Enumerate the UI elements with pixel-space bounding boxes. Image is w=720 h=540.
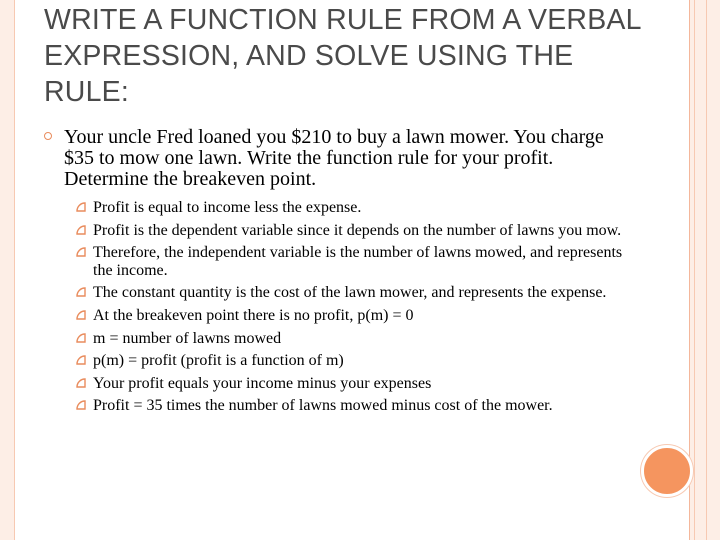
sub-bullet-text: p(m) = profit (profit is a function of m)	[93, 352, 344, 370]
sub-bullet-text: Profit is the dependent variable since it depends on the number of lawns you mow.	[93, 221, 622, 239]
sub-bullet-text: Profit is equal to income less the expense.	[93, 199, 362, 216]
quarter-circle-icon	[76, 225, 88, 235]
sub-bullet-text: Therefore, the independent variable is the number of lawns mowed, and represents the income.	[93, 244, 623, 279]
slide-title: WRITE A FUNCTION RULE FROM A VERBAL EXPRESSION, AND SOLVE USING THE RULE:	[44, 4, 641, 108]
right-strip-line	[706, 0, 707, 540]
sub-bullet-list	[44, 199, 634, 415]
sub-bullet-text: m = number of lawns mowed	[93, 329, 282, 347]
right-strip-line	[694, 0, 695, 540]
sub-bullet-text: Profit = 35 times the number of lawns mowed minus cost of the mower.	[93, 397, 553, 415]
sub-bullet-item	[93, 330, 634, 348]
slide-content	[44, 127, 634, 420]
sub-bullet-item	[93, 375, 634, 393]
quarter-circle-icon	[76, 400, 88, 410]
sub-bullet-item	[93, 352, 634, 370]
quarter-circle-icon	[76, 202, 88, 212]
sub-bullet-item	[93, 397, 634, 415]
sub-bullet-text: Your profit equals your income minus your expenses	[93, 374, 432, 392]
sub-bullet-item	[93, 307, 634, 325]
left-decorative-strip	[0, 0, 14, 540]
sub-bullet-text: The constant quantity is the cost of the lawn mower, and represents the expense.	[93, 284, 607, 302]
sub-bullet-item	[93, 222, 634, 240]
main-bullet-item	[44, 127, 634, 190]
sub-bullet-item	[93, 199, 634, 217]
left-strip-border	[14, 0, 15, 540]
quarter-circle-icon	[76, 378, 88, 388]
quarter-circle-icon	[76, 333, 88, 343]
hollow-circle-icon	[44, 132, 52, 140]
decorative-circle-icon	[641, 445, 693, 497]
main-bullet-text: Your uncle Fred loaned you $210 to buy a lawn mower. You charge $35 to mow one lawn. Write the function rule for your profit. Determine the breakeven point.	[64, 126, 604, 190]
sub-bullet-item	[93, 284, 634, 302]
sub-bullet-item	[93, 244, 634, 279]
quarter-circle-icon	[76, 310, 88, 320]
sub-bullet-text: At the breakeven point there is no profit, p(m) = 0	[93, 306, 414, 324]
quarter-circle-icon	[76, 247, 88, 257]
quarter-circle-icon	[76, 287, 88, 297]
quarter-circle-icon	[76, 355, 88, 365]
